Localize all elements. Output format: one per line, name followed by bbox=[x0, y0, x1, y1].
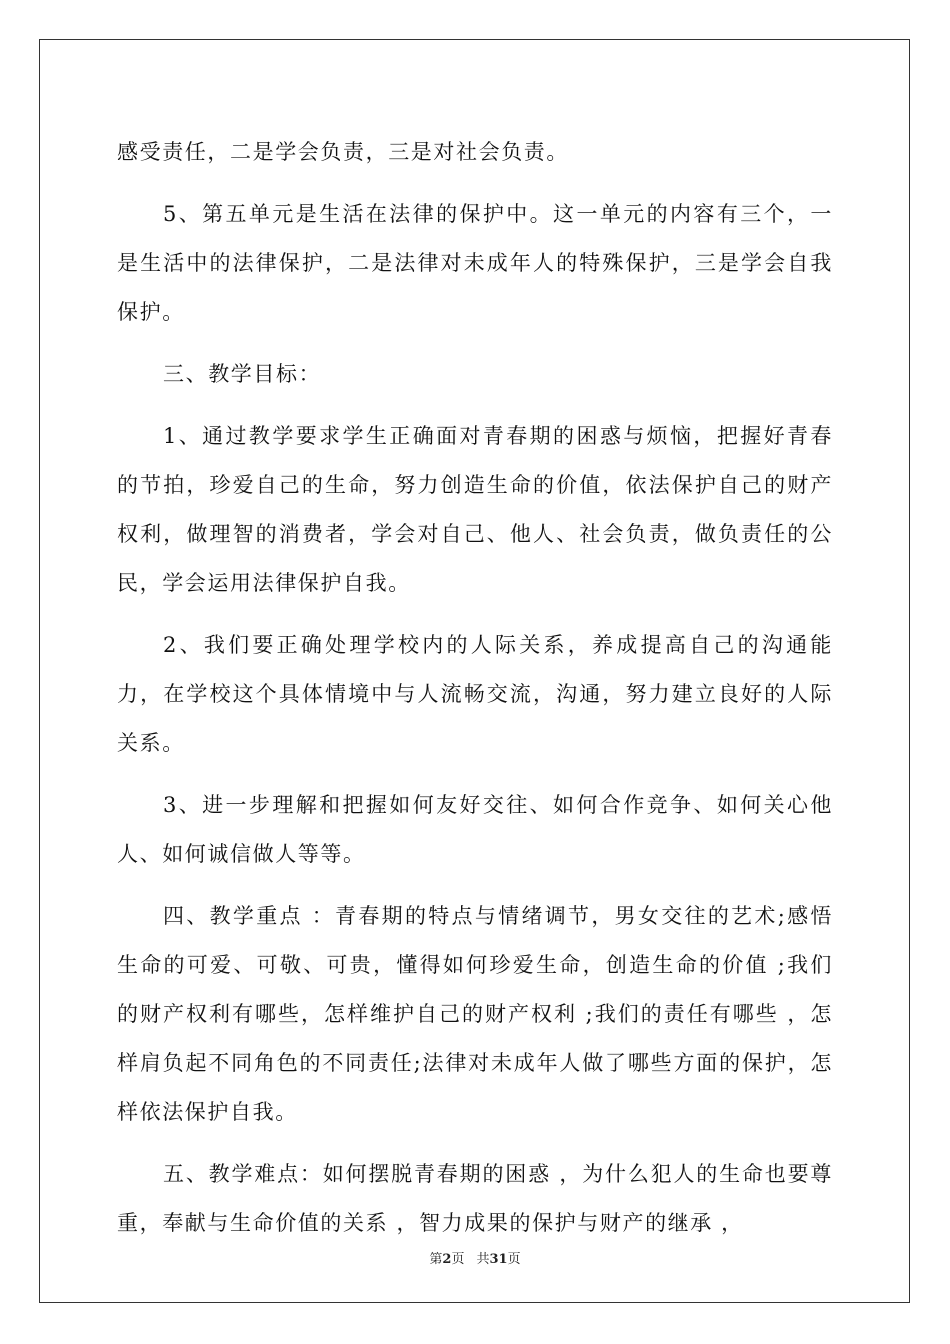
document-body bbox=[117, 128, 833, 1261]
paragraph: 1、通过教学要求学生正确面对青春期的困惑与烦恼，把握好青春的节拍，珍爱自己的生命，努力创造生命的价值，依法保护自己的财产权利，做理智的消费者，学会对自己、他人、社会负责，做负责任的公民，学会运用法律保护自我。 bbox=[117, 424, 833, 595]
current-page-number: 2 bbox=[442, 1252, 452, 1267]
paragraph: 感受责任，二是学会负责，三是对社会负责。 bbox=[117, 140, 569, 164]
total-suffix: 页 bbox=[507, 1252, 521, 1267]
section-heading: 三、教学目标： bbox=[163, 362, 322, 386]
page-prefix: 第 bbox=[429, 1252, 443, 1267]
paragraph: 四、教学重点 ：青春期的特点与情绪调节，男女交往的艺术;感悟生命的可爱、可敬、可贵，懂得如何珍爱生命，创造生命的价值 ;我们的财产权利有哪些，怎样维护自己的财产权利 ;我们的责任有哪些 ，怎样肩负起不同角色的不同责任;法律对未成年人做了哪些方面的保护，怎样依法保护自我。 bbox=[117, 904, 833, 1124]
total-pages-number: 31 bbox=[489, 1252, 508, 1267]
paragraph: 五、教学难点：如何摆脱青春期的困惑 ，为什么犯人的生命也要尊重，奉献与生命价值的关系 ，智力成果的保护与财产的继承 ， bbox=[117, 1162, 833, 1235]
total-prefix: 共 bbox=[476, 1252, 490, 1267]
paragraph: 2、我们要正确处理学校内的人际关系，养成提高自己的沟通能力，在学校这个具体情境中与人流畅交流，沟通，努力建立良好的人际关系。 bbox=[117, 633, 833, 755]
paragraph: 5、第五单元是生活在法律的保护中。这一单元的内容有三个，一是生活中的法律保护，二是法律对未成年人的特殊保护，三是学会自我保护。 bbox=[117, 202, 833, 324]
paragraph: 3、进一步理解和把握如何友好交往、如何合作竞争、如何关心他人、如何诚信做人等等。 bbox=[117, 793, 833, 866]
page-footer bbox=[0, 1248, 950, 1267]
page-suffix: 页 bbox=[451, 1252, 465, 1267]
